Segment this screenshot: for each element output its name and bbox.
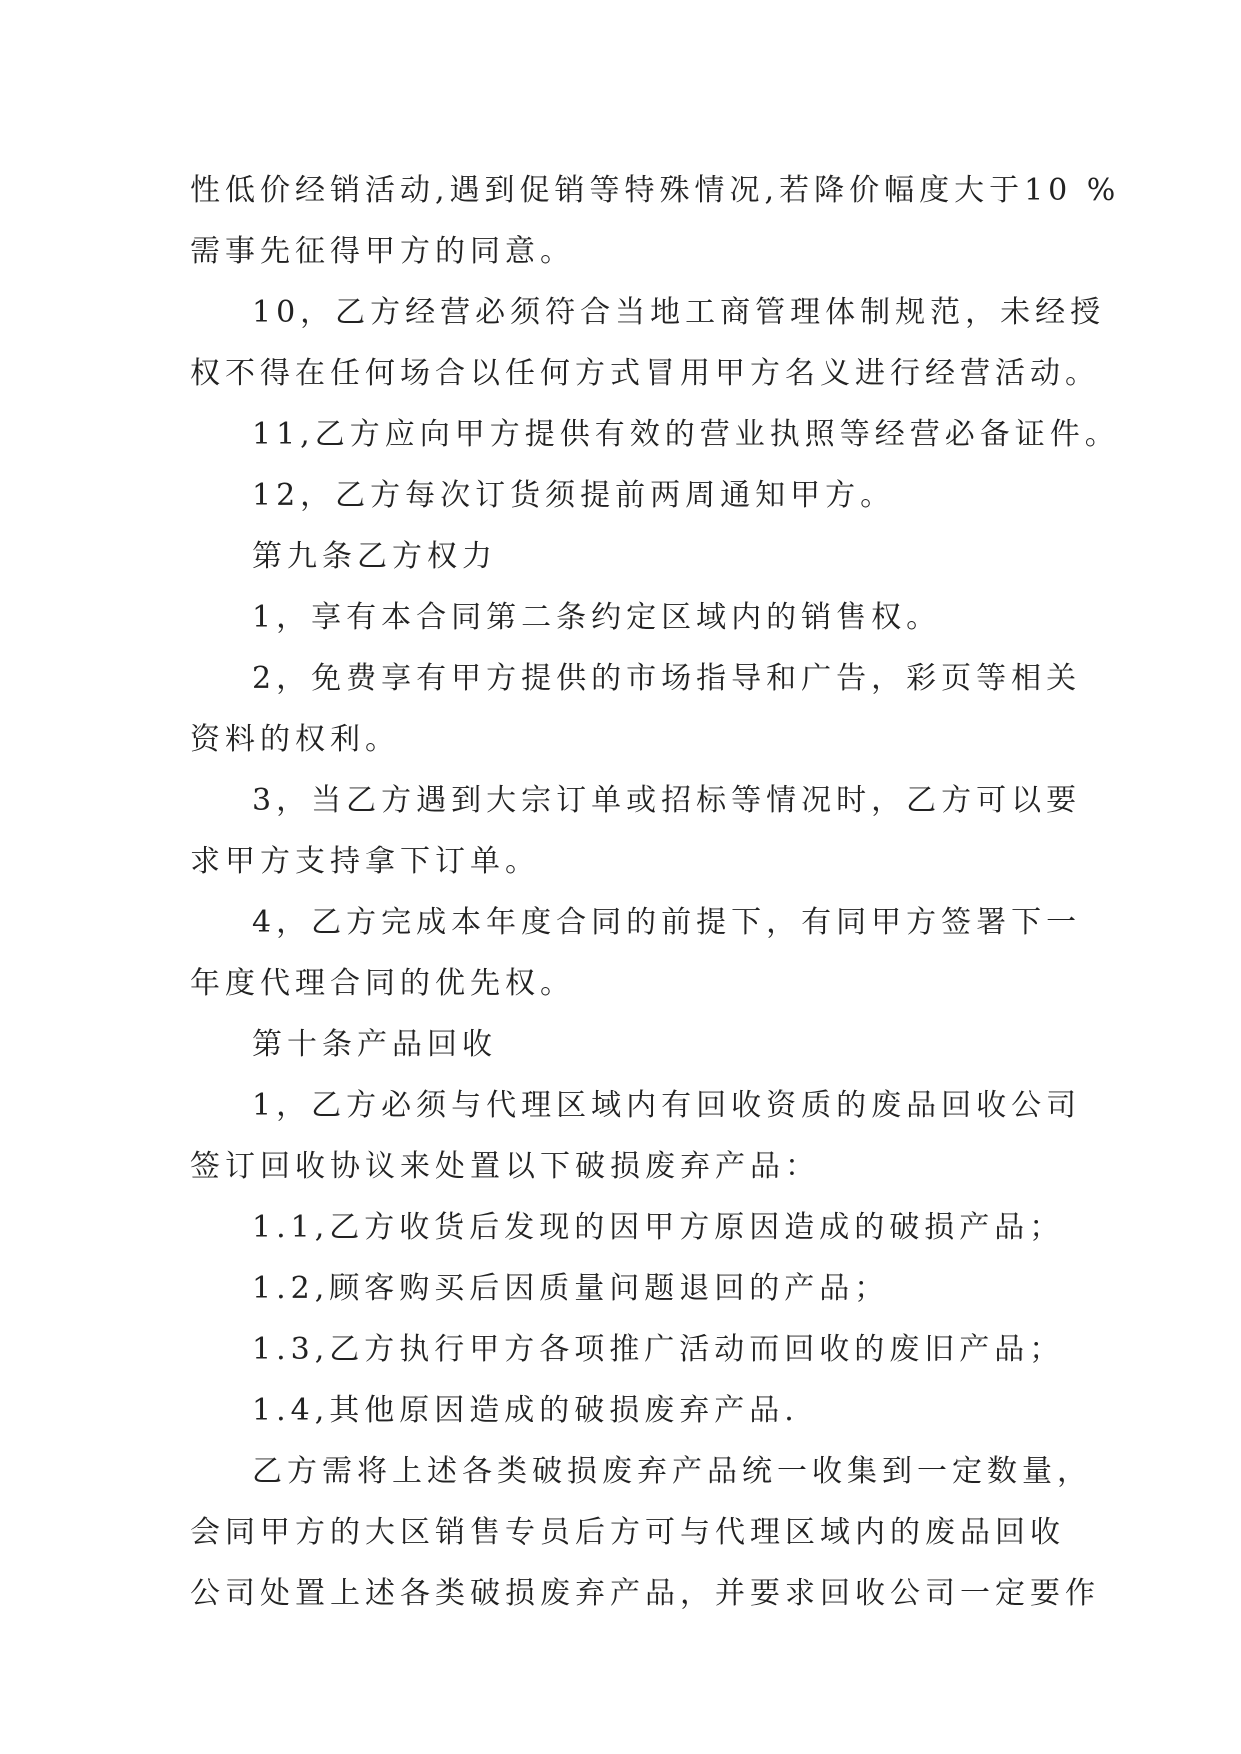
text-line: 4，乙方完成本年度合同的前提下，有同甲方签署下一 — [252, 905, 1082, 940]
text-line: 2，免费享有甲方提供的市场指导和广告，彩页等相关 — [252, 661, 1082, 696]
document-body — [190, 160, 1121, 1624]
text-line: 第十条产品回收 — [252, 1027, 497, 1062]
text-line: 权不得在任何场合以任何方式冒用甲方名义进行经营活动。 — [190, 356, 1100, 391]
text-line: 10，乙方经营必须符合当地工商管理体制规范，未经授 — [252, 295, 1106, 330]
text-line: 乙方需将上述各类破损废弃产品统一收集到一定数量， — [252, 1454, 1092, 1489]
text-line: 求甲方支持拿下订单。 — [190, 844, 540, 879]
text-line: 性低价经销活动,遇到促销等特殊情况,若降价幅度大于10 % — [190, 173, 1121, 208]
text-line: 第九条乙方权力 — [252, 539, 497, 574]
text-line: 资料的权利。 — [190, 722, 400, 757]
text-line: 年度代理合同的优先权。 — [190, 966, 575, 1001]
text-line: 1.4,其他原因造成的破损废弃产品. — [252, 1393, 799, 1428]
text-line: 11,乙方应向甲方提供有效的营业执照等经营必备证件。 — [252, 417, 1120, 452]
text-line: 1.3,乙方执行甲方各项推广活动而回收的废旧产品； — [252, 1332, 1065, 1367]
text-line: 1，乙方必须与代理区域内有回收资质的废品回收公司 — [252, 1088, 1082, 1123]
text-line: 12，乙方每次订货须提前两周通知甲方。 — [252, 478, 896, 513]
text-line: 1，享有本合同第二条约定区域内的销售权。 — [252, 600, 942, 635]
text-line: 公司处置上述各类破损废弃产品，并要求回收公司一定要作 — [190, 1576, 1100, 1611]
text-line: 需事先征得甲方的同意。 — [190, 234, 575, 269]
text-line: 会同甲方的大区销售专员后方可与代理区域内的废品回收 — [190, 1515, 1065, 1550]
text-line: 3，当乙方遇到大宗订单或招标等情况时，乙方可以要 — [252, 783, 1082, 818]
text-line: 1.2,顾客购买后因质量问题退回的产品； — [252, 1271, 890, 1306]
text-line: 签订回收协议来处置以下破损废弃产品： — [190, 1149, 820, 1184]
text-line: 1.1,乙方收货后发现的因甲方原因造成的破损产品； — [252, 1210, 1065, 1245]
